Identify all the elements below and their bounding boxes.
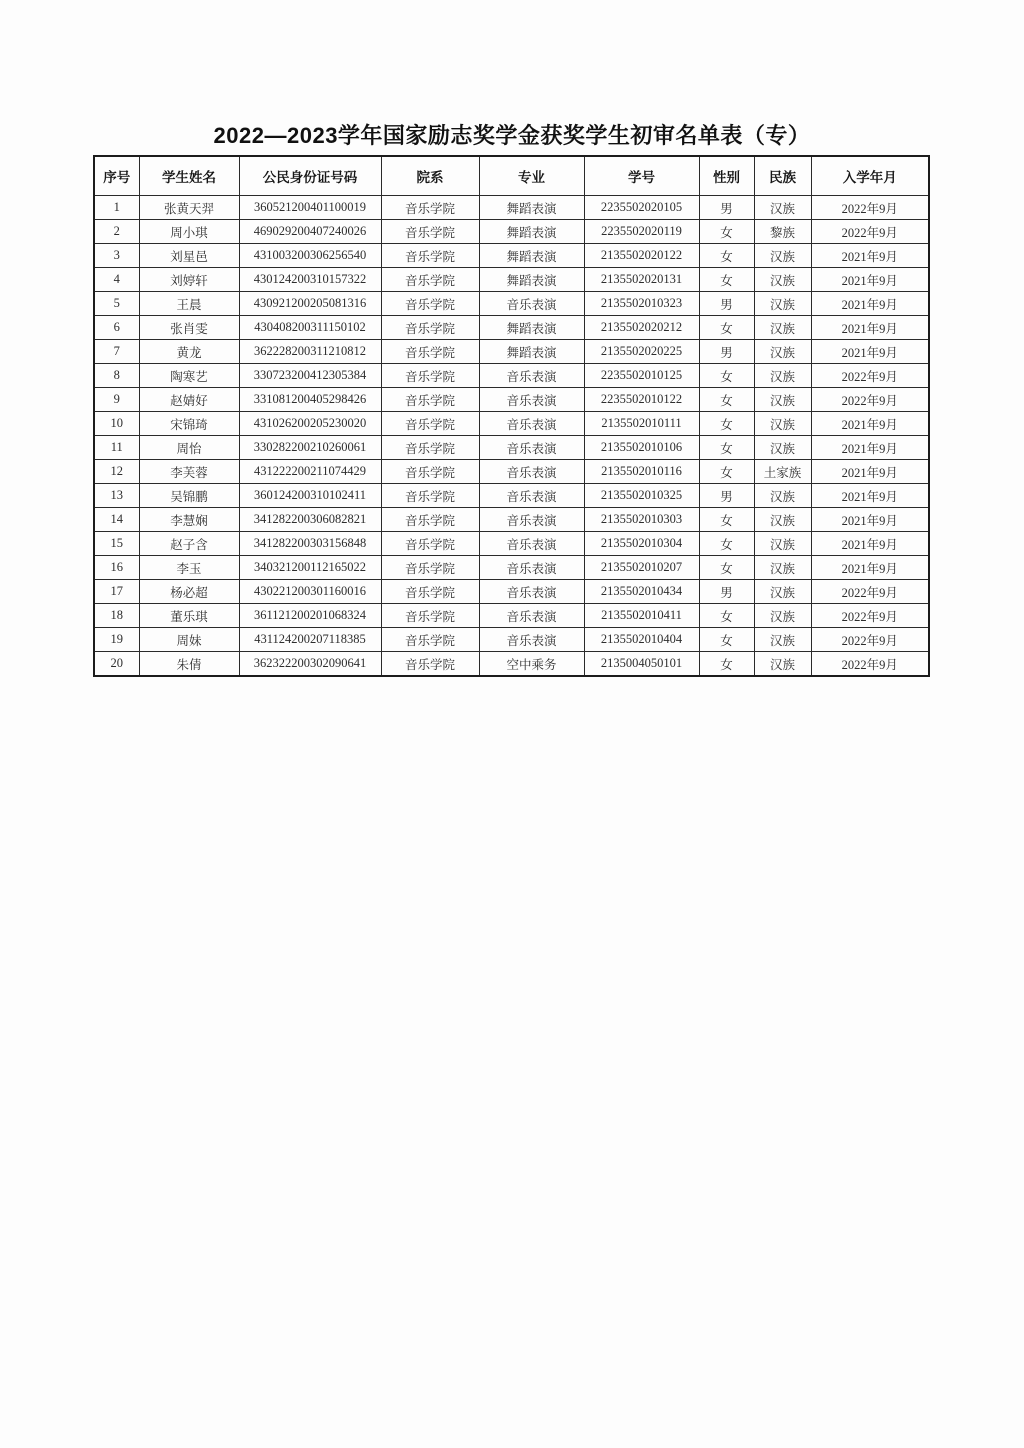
table-row bbox=[94, 292, 929, 316]
cell-student_id: 2135502010434 bbox=[584, 580, 699, 604]
column-header-id_number: 公民身份证号码 bbox=[239, 156, 381, 196]
cell-id_number: 341282200303156848 bbox=[239, 532, 381, 556]
cell-major: 音乐表演 bbox=[479, 436, 584, 460]
cell-enrollment: 2022年9月 bbox=[811, 220, 929, 244]
cell-name: 吴锦鹏 bbox=[139, 484, 239, 508]
cell-gender: 男 bbox=[699, 292, 754, 316]
cell-gender: 女 bbox=[699, 652, 754, 677]
column-header-department: 院系 bbox=[381, 156, 479, 196]
cell-id_number: 330282200210260061 bbox=[239, 436, 381, 460]
cell-major: 音乐表演 bbox=[479, 532, 584, 556]
cell-major: 舞蹈表演 bbox=[479, 268, 584, 292]
cell-name: 董乐琪 bbox=[139, 604, 239, 628]
cell-enrollment: 2022年9月 bbox=[811, 604, 929, 628]
cell-index: 19 bbox=[94, 628, 139, 652]
cell-department: 音乐学院 bbox=[381, 244, 479, 268]
cell-name: 李芙蓉 bbox=[139, 460, 239, 484]
cell-major: 音乐表演 bbox=[479, 292, 584, 316]
table-row bbox=[94, 436, 929, 460]
table-row bbox=[94, 220, 929, 244]
cell-gender: 女 bbox=[699, 412, 754, 436]
cell-enrollment: 2021年9月 bbox=[811, 508, 929, 532]
cell-department: 音乐学院 bbox=[381, 316, 479, 340]
cell-ethnicity: 汉族 bbox=[754, 628, 811, 652]
cell-name: 王晨 bbox=[139, 292, 239, 316]
cell-department: 音乐学院 bbox=[381, 484, 479, 508]
cell-enrollment: 2021年9月 bbox=[811, 244, 929, 268]
cell-id_number: 431003200306256540 bbox=[239, 244, 381, 268]
cell-gender: 女 bbox=[699, 316, 754, 340]
cell-id_number: 341282200306082821 bbox=[239, 508, 381, 532]
cell-department: 音乐学院 bbox=[381, 604, 479, 628]
cell-student_id: 2135502010116 bbox=[584, 460, 699, 484]
cell-ethnicity: 汉族 bbox=[754, 412, 811, 436]
cell-index: 2 bbox=[94, 220, 139, 244]
cell-index: 18 bbox=[94, 604, 139, 628]
cell-index: 10 bbox=[94, 412, 139, 436]
cell-ethnicity: 汉族 bbox=[754, 268, 811, 292]
cell-enrollment: 2022年9月 bbox=[811, 580, 929, 604]
table-row bbox=[94, 196, 929, 220]
cell-major: 音乐表演 bbox=[479, 556, 584, 580]
table-row bbox=[94, 340, 929, 364]
cell-name: 周小琪 bbox=[139, 220, 239, 244]
cell-id_number: 360521200401100019 bbox=[239, 196, 381, 220]
cell-gender: 女 bbox=[699, 364, 754, 388]
cell-ethnicity: 汉族 bbox=[754, 652, 811, 677]
cell-name: 陶寒艺 bbox=[139, 364, 239, 388]
cell-ethnicity: 汉族 bbox=[754, 508, 811, 532]
cell-id_number: 469029200407240026 bbox=[239, 220, 381, 244]
cell-gender: 女 bbox=[699, 268, 754, 292]
table-row bbox=[94, 628, 929, 652]
cell-name: 李玉 bbox=[139, 556, 239, 580]
table-body bbox=[94, 196, 929, 677]
cell-gender: 女 bbox=[699, 604, 754, 628]
cell-index: 3 bbox=[94, 244, 139, 268]
cell-student_id: 2135502020131 bbox=[584, 268, 699, 292]
cell-enrollment: 2021年9月 bbox=[811, 484, 929, 508]
students-table bbox=[93, 155, 930, 677]
cell-department: 音乐学院 bbox=[381, 532, 479, 556]
cell-name: 刘婷轩 bbox=[139, 268, 239, 292]
cell-department: 音乐学院 bbox=[381, 580, 479, 604]
cell-id_number: 431222200211074429 bbox=[239, 460, 381, 484]
cell-major: 舞蹈表演 bbox=[479, 340, 584, 364]
cell-ethnicity: 汉族 bbox=[754, 292, 811, 316]
cell-major: 音乐表演 bbox=[479, 628, 584, 652]
column-header-student_id: 学号 bbox=[584, 156, 699, 196]
cell-id_number: 430921200205081316 bbox=[239, 292, 381, 316]
cell-enrollment: 2022年9月 bbox=[811, 628, 929, 652]
cell-name: 李慧娴 bbox=[139, 508, 239, 532]
cell-student_id: 2135502020212 bbox=[584, 316, 699, 340]
cell-enrollment: 2021年9月 bbox=[811, 268, 929, 292]
cell-name: 刘星邑 bbox=[139, 244, 239, 268]
cell-gender: 女 bbox=[699, 508, 754, 532]
cell-gender: 男 bbox=[699, 196, 754, 220]
cell-index: 4 bbox=[94, 268, 139, 292]
cell-student_id: 2135502010404 bbox=[584, 628, 699, 652]
table-row bbox=[94, 388, 929, 412]
cell-ethnicity: 汉族 bbox=[754, 580, 811, 604]
cell-id_number: 430408200311150102 bbox=[239, 316, 381, 340]
cell-index: 5 bbox=[94, 292, 139, 316]
cell-major: 音乐表演 bbox=[479, 388, 584, 412]
cell-enrollment: 2021年9月 bbox=[811, 460, 929, 484]
cell-ethnicity: 汉族 bbox=[754, 364, 811, 388]
cell-ethnicity: 汉族 bbox=[754, 196, 811, 220]
cell-enrollment: 2021年9月 bbox=[811, 340, 929, 364]
cell-gender: 女 bbox=[699, 388, 754, 412]
cell-gender: 女 bbox=[699, 532, 754, 556]
cell-department: 音乐学院 bbox=[381, 268, 479, 292]
cell-id_number: 330723200412305384 bbox=[239, 364, 381, 388]
cell-gender: 女 bbox=[699, 460, 754, 484]
cell-ethnicity: 汉族 bbox=[754, 436, 811, 460]
cell-name: 张黄天羿 bbox=[139, 196, 239, 220]
cell-enrollment: 2021年9月 bbox=[811, 412, 929, 436]
cell-index: 7 bbox=[94, 340, 139, 364]
cell-index: 6 bbox=[94, 316, 139, 340]
cell-index: 20 bbox=[94, 652, 139, 677]
cell-student_id: 2235502020105 bbox=[584, 196, 699, 220]
cell-gender: 女 bbox=[699, 436, 754, 460]
cell-id_number: 431124200207118385 bbox=[239, 628, 381, 652]
table-row bbox=[94, 556, 929, 580]
table-row bbox=[94, 508, 929, 532]
cell-id_number: 361121200201068324 bbox=[239, 604, 381, 628]
column-header-ethnicity: 民族 bbox=[754, 156, 811, 196]
cell-department: 音乐学院 bbox=[381, 196, 479, 220]
cell-enrollment: 2021年9月 bbox=[811, 316, 929, 340]
cell-student_id: 2135502010111 bbox=[584, 412, 699, 436]
cell-ethnicity: 土家族 bbox=[754, 460, 811, 484]
cell-enrollment: 2021年9月 bbox=[811, 532, 929, 556]
column-header-index: 序号 bbox=[94, 156, 139, 196]
cell-student_id: 2135502010411 bbox=[584, 604, 699, 628]
cell-gender: 女 bbox=[699, 244, 754, 268]
table-row bbox=[94, 532, 929, 556]
cell-major: 舞蹈表演 bbox=[479, 220, 584, 244]
column-header-name: 学生姓名 bbox=[139, 156, 239, 196]
cell-enrollment: 2021年9月 bbox=[811, 436, 929, 460]
cell-ethnicity: 汉族 bbox=[754, 556, 811, 580]
page-title: 2022—2023学年国家励志奖学金获奖学生初审名单表（专） bbox=[213, 123, 811, 148]
table-row bbox=[94, 316, 929, 340]
table-row bbox=[94, 652, 929, 677]
table-row bbox=[94, 412, 929, 436]
cell-major: 空中乘务 bbox=[479, 652, 584, 677]
cell-name: 杨必超 bbox=[139, 580, 239, 604]
cell-student_id: 2135502010323 bbox=[584, 292, 699, 316]
cell-department: 音乐学院 bbox=[381, 364, 479, 388]
cell-gender: 女 bbox=[699, 556, 754, 580]
cell-department: 音乐学院 bbox=[381, 652, 479, 677]
column-header-enrollment: 入学年月 bbox=[811, 156, 929, 196]
cell-index: 11 bbox=[94, 436, 139, 460]
cell-student_id: 2135502010304 bbox=[584, 532, 699, 556]
cell-gender: 女 bbox=[699, 220, 754, 244]
cell-index: 9 bbox=[94, 388, 139, 412]
cell-name: 赵婧好 bbox=[139, 388, 239, 412]
cell-id_number: 362228200311210812 bbox=[239, 340, 381, 364]
cell-index: 1 bbox=[94, 196, 139, 220]
cell-ethnicity: 汉族 bbox=[754, 532, 811, 556]
cell-gender: 男 bbox=[699, 580, 754, 604]
cell-enrollment: 2022年9月 bbox=[811, 364, 929, 388]
cell-major: 音乐表演 bbox=[479, 604, 584, 628]
cell-department: 音乐学院 bbox=[381, 628, 479, 652]
cell-name: 黄龙 bbox=[139, 340, 239, 364]
cell-ethnicity: 汉族 bbox=[754, 244, 811, 268]
cell-student_id: 2135502010303 bbox=[584, 508, 699, 532]
cell-index: 12 bbox=[94, 460, 139, 484]
cell-student_id: 2135004050101 bbox=[584, 652, 699, 677]
cell-enrollment: 2021年9月 bbox=[811, 556, 929, 580]
cell-student_id: 2235502020119 bbox=[584, 220, 699, 244]
cell-department: 音乐学院 bbox=[381, 508, 479, 532]
table-row bbox=[94, 460, 929, 484]
cell-name: 张肖雯 bbox=[139, 316, 239, 340]
cell-department: 音乐学院 bbox=[381, 556, 479, 580]
cell-department: 音乐学院 bbox=[381, 220, 479, 244]
cell-id_number: 360124200310102411 bbox=[239, 484, 381, 508]
cell-ethnicity: 汉族 bbox=[754, 604, 811, 628]
cell-student_id: 2135502020225 bbox=[584, 340, 699, 364]
cell-major: 音乐表演 bbox=[479, 460, 584, 484]
cell-ethnicity: 汉族 bbox=[754, 484, 811, 508]
cell-department: 音乐学院 bbox=[381, 460, 479, 484]
cell-index: 15 bbox=[94, 532, 139, 556]
cell-id_number: 430124200310157322 bbox=[239, 268, 381, 292]
cell-gender: 女 bbox=[699, 628, 754, 652]
cell-index: 8 bbox=[94, 364, 139, 388]
cell-enrollment: 2022年9月 bbox=[811, 196, 929, 220]
cell-major: 音乐表演 bbox=[479, 412, 584, 436]
cell-student_id: 2135502010325 bbox=[584, 484, 699, 508]
cell-major: 音乐表演 bbox=[479, 580, 584, 604]
cell-major: 音乐表演 bbox=[479, 364, 584, 388]
cell-department: 音乐学院 bbox=[381, 388, 479, 412]
cell-id_number: 431026200205230020 bbox=[239, 412, 381, 436]
cell-student_id: 2235502010122 bbox=[584, 388, 699, 412]
cell-major: 舞蹈表演 bbox=[479, 244, 584, 268]
table-row bbox=[94, 484, 929, 508]
cell-id_number: 340321200112165022 bbox=[239, 556, 381, 580]
cell-name: 周怡 bbox=[139, 436, 239, 460]
cell-name: 周妹 bbox=[139, 628, 239, 652]
cell-gender: 男 bbox=[699, 340, 754, 364]
cell-student_id: 2135502010207 bbox=[584, 556, 699, 580]
cell-name: 宋锦琦 bbox=[139, 412, 239, 436]
cell-student_id: 2135502020122 bbox=[584, 244, 699, 268]
cell-index: 17 bbox=[94, 580, 139, 604]
table-row bbox=[94, 364, 929, 388]
table-row bbox=[94, 604, 929, 628]
cell-name: 赵子含 bbox=[139, 532, 239, 556]
cell-ethnicity: 汉族 bbox=[754, 316, 811, 340]
cell-ethnicity: 汉族 bbox=[754, 388, 811, 412]
cell-major: 音乐表演 bbox=[479, 484, 584, 508]
cell-index: 16 bbox=[94, 556, 139, 580]
cell-index: 13 bbox=[94, 484, 139, 508]
column-header-major: 专业 bbox=[479, 156, 584, 196]
cell-major: 音乐表演 bbox=[479, 508, 584, 532]
cell-major: 舞蹈表演 bbox=[479, 196, 584, 220]
cell-enrollment: 2022年9月 bbox=[811, 388, 929, 412]
column-header-gender: 性别 bbox=[699, 156, 754, 196]
cell-gender: 男 bbox=[699, 484, 754, 508]
table-row bbox=[94, 268, 929, 292]
cell-id_number: 331081200405298426 bbox=[239, 388, 381, 412]
cell-major: 舞蹈表演 bbox=[479, 316, 584, 340]
cell-enrollment: 2021年9月 bbox=[811, 292, 929, 316]
cell-index: 14 bbox=[94, 508, 139, 532]
cell-id_number: 430221200301160016 bbox=[239, 580, 381, 604]
cell-student_id: 2135502010106 bbox=[584, 436, 699, 460]
cell-student_id: 2235502010125 bbox=[584, 364, 699, 388]
cell-ethnicity: 黎族 bbox=[754, 220, 811, 244]
table-row bbox=[94, 580, 929, 604]
cell-department: 音乐学院 bbox=[381, 340, 479, 364]
table-row bbox=[94, 244, 929, 268]
cell-department: 音乐学院 bbox=[381, 436, 479, 460]
cell-department: 音乐学院 bbox=[381, 292, 479, 316]
cell-department: 音乐学院 bbox=[381, 412, 479, 436]
cell-enrollment: 2022年9月 bbox=[811, 652, 929, 677]
cell-id_number: 362322200302090641 bbox=[239, 652, 381, 677]
cell-ethnicity: 汉族 bbox=[754, 340, 811, 364]
table-header-row bbox=[94, 156, 929, 196]
cell-name: 朱倩 bbox=[139, 652, 239, 677]
